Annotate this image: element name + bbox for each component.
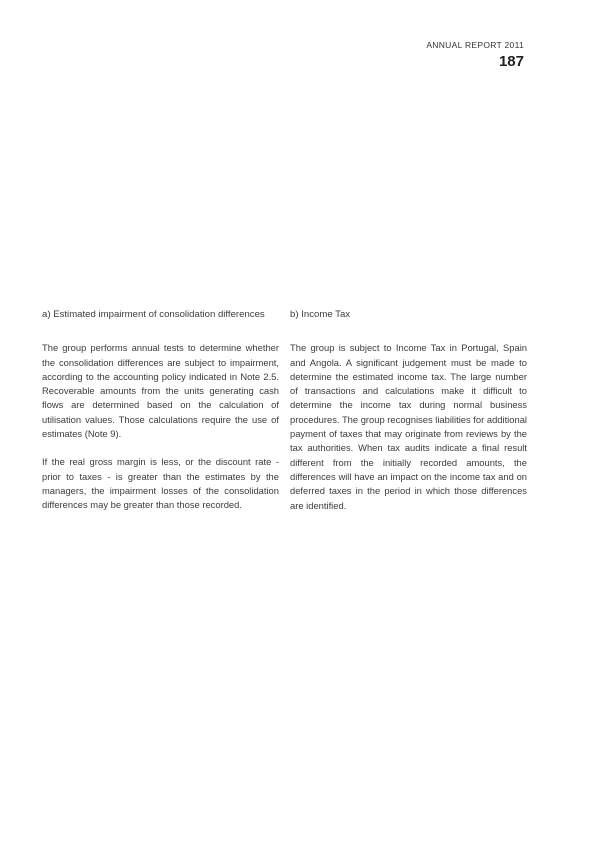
section-title-impairment: a) Estimated impairment of consolidation differences: [42, 309, 265, 320]
report-label: ANNUAL REPORT 2011: [426, 40, 524, 50]
section-title-income-tax: b) Income Tax: [290, 309, 351, 320]
left-column: [42, 308, 279, 527]
page-number: 187: [498, 53, 524, 70]
paragraph: The group is subject to Income Tax in Portugal, Spain and Angola. A significant judgement must be made to determine the estimated income tax. The large number of transactions and calculations make it difficult to determine the income tax during normal business procedures. The group recognises liabilities for additional payment of taxes that may originate from reviews by the tax authorities. When tax audits indicate a final result different from the initially recorded amounts, the differences will have an impact on the income tax and on deferred taxes in the period in which those differences are identified.: [290, 342, 527, 511]
paragraph: If the real gross margin is less, or the discount rate - prior to taxes - is greater than the estimates by the managers, the impairment losses of the consolidation differences may be greater than those recorded.: [42, 456, 279, 511]
page-header: [426, 40, 524, 70]
paragraph: The group performs annual tests to determine whether the consolidation differences are subject to impairment, according to the accounting policy indicated in Note 2.5. Recoverable amounts from the units generating cash flows are determined based on the calculation of utilisation values. Those calculations require the use of estimates (Note 9).: [42, 342, 279, 440]
right-column: [290, 308, 527, 527]
